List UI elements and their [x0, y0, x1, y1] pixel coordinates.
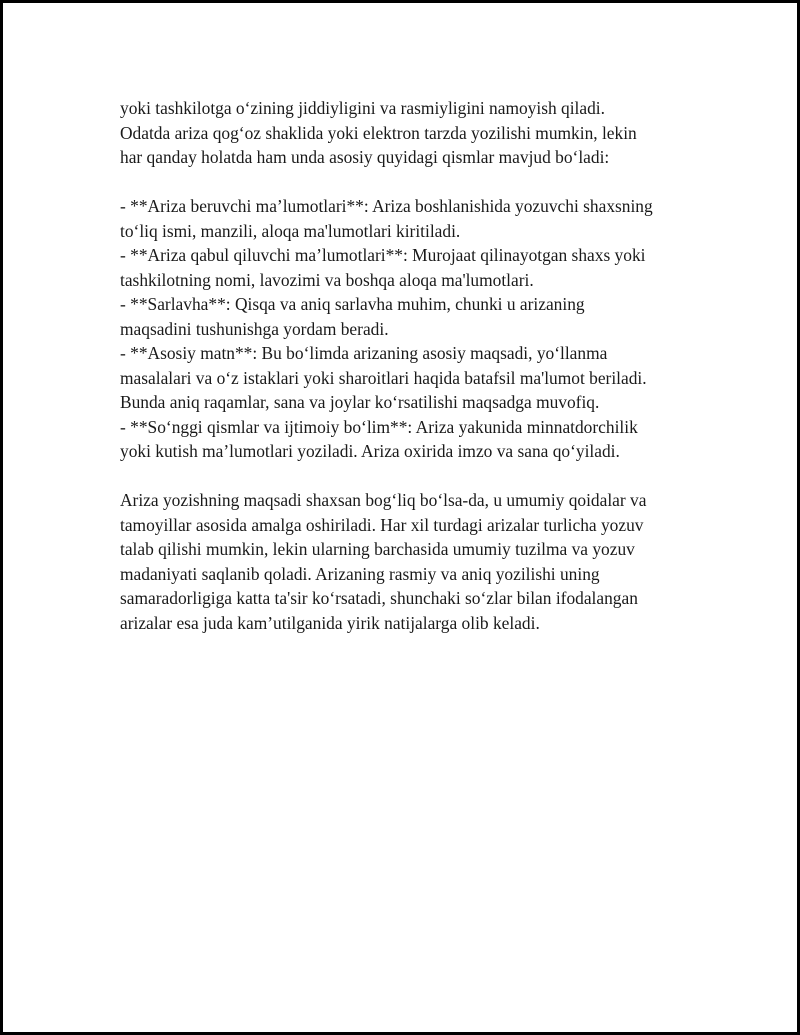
list-item-line: - **Asosiy matn**: Bu boʻlimda arizaning asosiy maqsadi, yoʻllanma	[120, 343, 608, 363]
text-line: tamoyillar asosida amalga oshiriladi. Har xil turdagi arizalar turlicha yozuv	[120, 514, 644, 535]
paragraph-spacer	[120, 464, 695, 489]
list-item-line: maqsadini tushunishga yordam beradi.	[120, 318, 389, 339]
text-line: yoki tashkilotga oʻzining jiddiyligini va rasmiyligini namoyish qiladi.	[120, 98, 605, 118]
parts-list	[120, 194, 695, 464]
text-line: Ariza yozishning maqsadi shaxsan bogʻliq boʻlsa-da, u umumiy qoidalar va	[120, 490, 647, 510]
text-line: har qanday holatda ham unda asosiy quyidagi qismlar mavjud boʻladi:	[120, 147, 610, 167]
list-item-line: yoki kutish maʼlumotlari yoziladi. Ariza oxirida imzo va sana qoʻyiladi.	[120, 441, 620, 461]
list-item-line: Bunda aniq raqamlar, sana va joylar koʻrsatilishi maqsadga muvofiq.	[120, 392, 600, 412]
text-line: samaradorligiga katta ta'sir koʻrsatadi, shunchaki soʻzlar bilan ifodalangan	[120, 588, 638, 608]
document-body	[120, 96, 695, 635]
text-line: Odatda ariza qogʻoz shaklida yoki elektron tarzda yozilishi mumkin, lekin	[120, 122, 637, 143]
text-line: arizalar esa juda kamʼutilganida yirik natijalarga olib keladi.	[120, 612, 540, 633]
list-item-line: - **Sarlavha**: Qisqa va aniq sarlavha muhim, chunki u arizaning	[120, 294, 585, 314]
closing-paragraph	[120, 488, 695, 635]
text-line: talab qilishi mumkin, lekin ularning barchasida umumiy tuzilma va yozuv	[120, 539, 635, 559]
list-item-line: - **Soʻnggi qismlar va ijtimoiy boʻlim**: Ariza yakunida minnatdorchilik	[120, 416, 638, 437]
text-line: madaniyati saqlanib qoladi. Arizaning rasmiy va aniq yozilishi uning	[120, 563, 600, 584]
intro-paragraph	[120, 96, 695, 170]
paragraph-spacer	[120, 170, 695, 195]
list-item-line: toʻliq ismi, manzili, aloqa ma'lumotlari kiritiladi.	[120, 220, 461, 241]
list-item-line: - **Ariza qabul qiluvchi maʼlumotlari**: Murojaat qilinayotgan shaxs yoki	[120, 245, 646, 265]
list-item-line: masalalari va oʻz istaklari yoki sharoitlari haqida batafsil ma'lumot beriladi.	[120, 367, 647, 388]
list-item-line: tashkilotning nomi, lavozimi va boshqa aloqa ma'lumotlari.	[120, 269, 534, 290]
list-item-line: - **Ariza beruvchi maʼlumotlari**: Ariza boshlanishida yozuvchi shaxsning	[120, 196, 653, 216]
